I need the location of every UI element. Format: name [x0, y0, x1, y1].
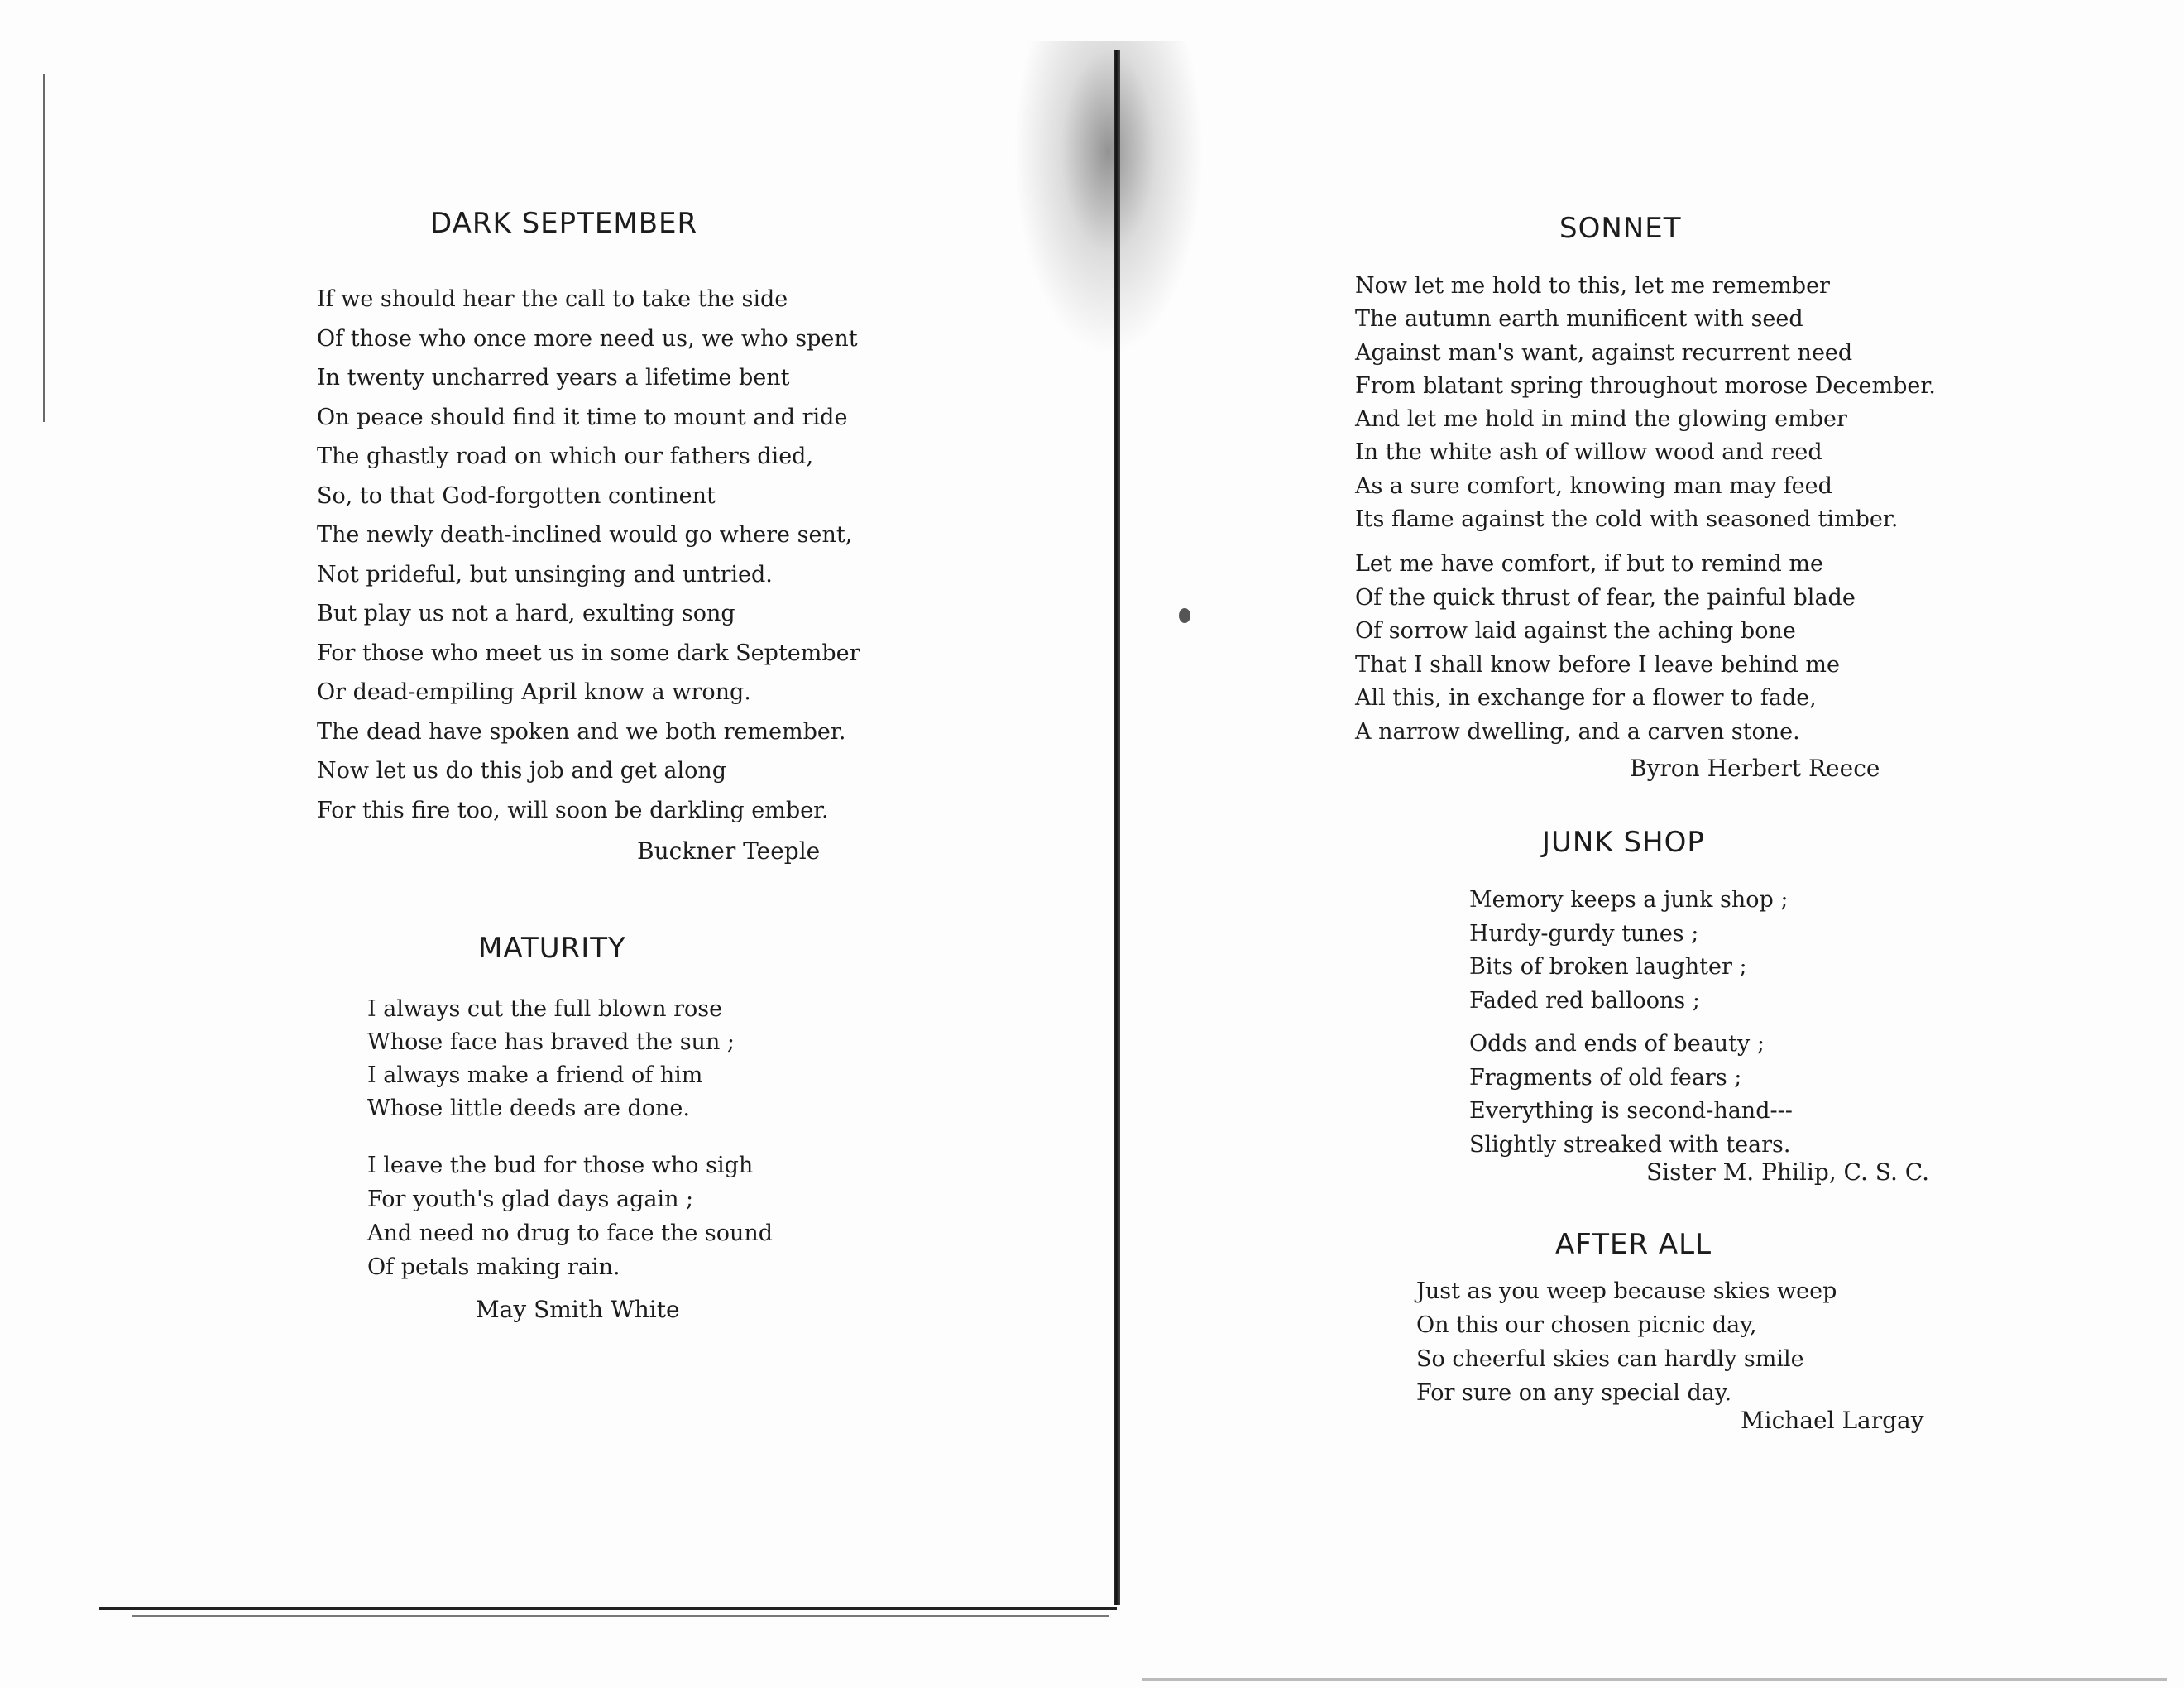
poem-line: Fragments of old fears ; [1469, 1064, 1742, 1091]
poem-title-junk-shop: JUNK SHOP [1542, 826, 1705, 859]
poem-line: Whose little deeds are done. [367, 1096, 690, 1121]
poem-author: Byron Herbert Reece [1630, 755, 1880, 782]
book-spine [1114, 50, 1120, 1605]
poem-stanza [1469, 1028, 1793, 1162]
poem-line: Against man's want, against recurrent need [1355, 339, 1853, 366]
poem-title-after-all: AFTER ALL [1555, 1228, 1712, 1261]
poem-line: For youth's glad days again ; [367, 1187, 694, 1212]
poem-line: Faded red balloons ; [1469, 987, 1700, 1014]
page-bottom-edge [99, 1607, 1117, 1610]
poem-line: In twenty uncharred years a lifetime bent [317, 365, 790, 391]
poem-line: As a sure comfort, knowing man may feed [1355, 472, 1832, 499]
poem-line: Odds and ends of beauty ; [1469, 1031, 1765, 1057]
poem-line: That I shall know before I leave behind me [1355, 651, 1840, 678]
poem-author: May Smith White [476, 1296, 680, 1323]
poem-stanza [367, 993, 735, 1125]
page-bottom-edge-shadow [132, 1615, 1109, 1617]
poem-line: On peace should find it time to mount and ride [317, 404, 848, 430]
poem-line: All this, in exchange for a flower to fade, [1355, 685, 1817, 711]
poem-line: I always make a friend of him [367, 1062, 703, 1088]
poem-line: Hurdy-gurdy tunes ; [1469, 920, 1699, 947]
poem-line: So cheerful skies can hardly smile [1416, 1346, 1804, 1372]
poem-line: The autumn earth munificent with seed [1355, 306, 1803, 333]
poem-line: Slightly streaked with tears. [1469, 1131, 1791, 1158]
poem-line: I leave the bud for those who sigh [367, 1153, 754, 1178]
poem-line: Memory keeps a junk shop ; [1469, 887, 1789, 913]
poem-stanza [1416, 1274, 1837, 1410]
poem-line: But play us not a hard, exulting song [317, 601, 735, 626]
poem-line: I always cut the full blown rose [367, 996, 723, 1022]
poem-stanza [317, 280, 860, 830]
poem-stanza [367, 1149, 773, 1284]
poem-line: Now let us do this job and get along [317, 758, 727, 784]
gutter-shadow [1013, 41, 1204, 356]
poem-line: On this our chosen picnic day, [1416, 1312, 1757, 1338]
right-page-bottom-edge [1142, 1678, 2167, 1681]
poem-line: The dead have spoken and we both remember. [317, 718, 846, 745]
poem-line: For this fire too, will soon be darkling ember. [317, 797, 829, 823]
poem-line: Just as you weep because skies weep [1416, 1278, 1837, 1304]
poem-line: And let me hold in mind the glowing ember [1355, 406, 1847, 433]
poem-line: A narrow dwelling, and a carven stone. [1355, 718, 1800, 745]
poem-line: Everything is second-hand--- [1469, 1098, 1793, 1124]
poem-line: Its flame against the cold with seasoned timber. [1355, 506, 1899, 533]
poem-line: Let me have comfort, if but to remind me [1355, 551, 1823, 577]
poem-line: So, to that God-forgotten continent [317, 482, 716, 509]
poem-line: Of sorrow laid against the aching bone [1355, 618, 1796, 644]
poem-author: Michael Largay [1741, 1407, 1924, 1434]
poem-title-maturity: MATURITY [478, 932, 626, 965]
page-edge-line [43, 74, 45, 422]
poem-line: For those who meet us in some dark September [317, 640, 860, 666]
poem-title-dark-september: DARK SEPTEMBER [430, 207, 698, 240]
poem-line: In the white ash of willow wood and reed [1355, 439, 1822, 466]
poem-line: If we should hear the call to take the side [317, 286, 788, 312]
poem-line: For sure on any special day. [1416, 1380, 1732, 1406]
poem-stanza [1469, 884, 1789, 1018]
poem-line: Of those who once more need us, we who spent [317, 325, 858, 352]
poem-stanza [1355, 548, 1856, 749]
poem-line: Now let me hold to this, let me remember [1355, 273, 1830, 299]
poem-line: Of the quick thrust of fear, the painful blade [1355, 584, 1856, 611]
poem-line: The newly death-inclined would go where sent, [317, 522, 853, 548]
poem-title-sonnet: SONNET [1559, 212, 1682, 245]
poem-author: Buckner Teeple [637, 837, 821, 865]
poem-line: Or dead-empiling April know a wrong. [317, 679, 751, 705]
poem-line: From blatant spring throughout morose December. [1355, 372, 1936, 399]
poem-author: Sister M. Philip, C. S. C. [1646, 1158, 1930, 1186]
poem-line: Bits of broken laughter ; [1469, 954, 1747, 980]
scan-speck [1179, 608, 1190, 623]
poem-line: And need no drug to face the sound [367, 1220, 774, 1246]
poem-line: Of petals making rain. [367, 1254, 620, 1280]
poem-line: The ghastly road on which our fathers died, [317, 444, 814, 469]
poem-stanza [1355, 270, 1936, 536]
poem-line: Not prideful, but unsinging and untried. [317, 561, 773, 587]
poem-line: Whose face has braved the sun ; [367, 1029, 735, 1055]
